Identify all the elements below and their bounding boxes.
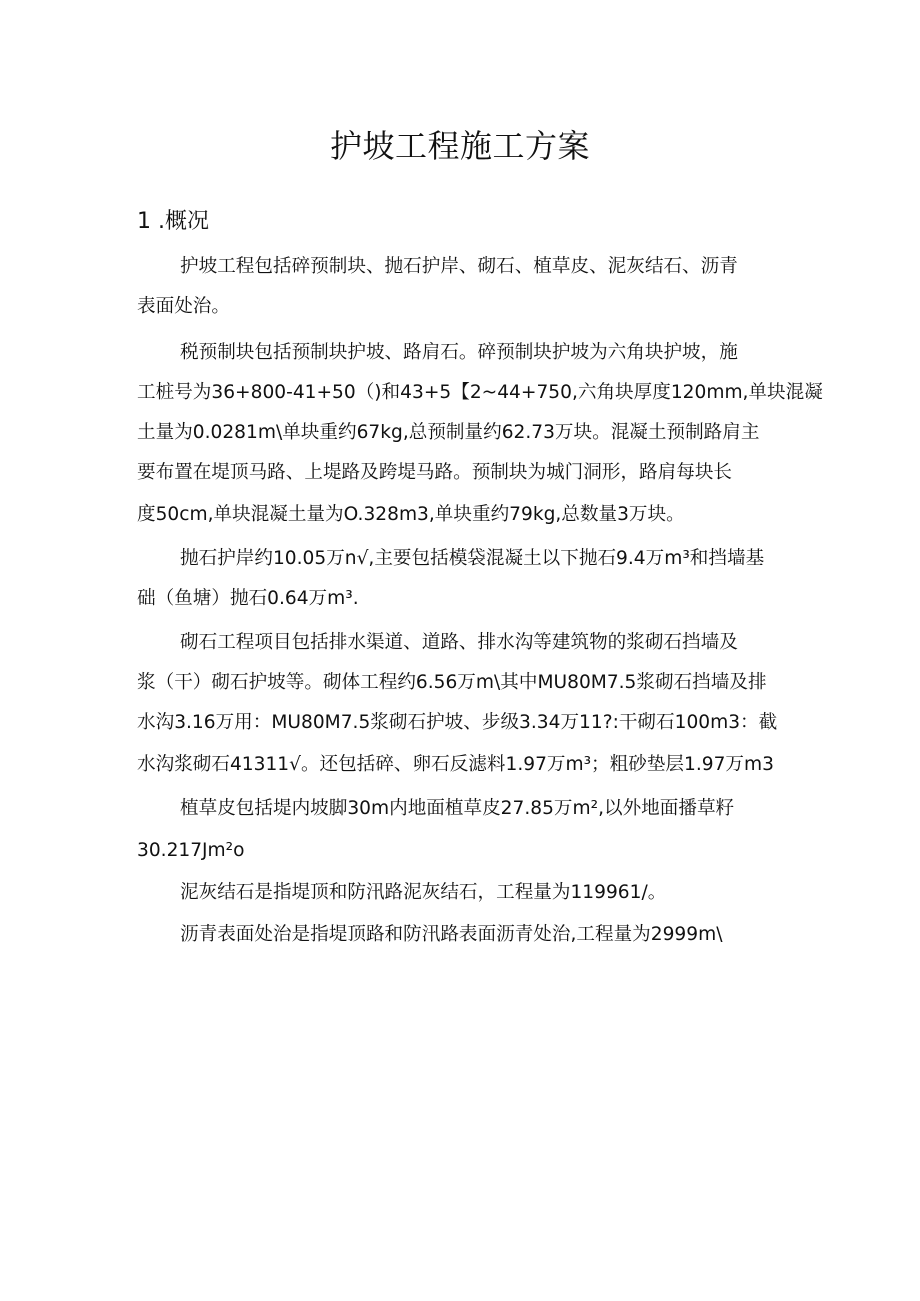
paragraph-line: 浆（干）砌石护坡等。砌体工程约6.56万m\其中MU80M7.5浆砌石挡墙及排 xyxy=(137,672,767,693)
paragraph-line: 度50cm,单块混凝土量为O.328m3,单块重约79kg,总数量3万块。 xyxy=(137,504,685,525)
paragraph-line: 砌石工程项目包括排水渠道、道路、排水沟等建筑物的浆砌石挡墙及 xyxy=(180,632,738,653)
paragraph-line: 护坡工程包括碎预制块、抛石护岸、砌石、植草皮、泥灰结石、沥青 xyxy=(180,256,738,277)
paragraph-line: 水沟浆砌石41311√。还包括碎、卵石反滤料1.97万m³；粗砂垫层1.97万m3 xyxy=(137,754,774,775)
paragraph-line: 工桩号为36+800-41+50（)和43+5【2~44+750,六角块厚度120mm,单块混凝 xyxy=(137,382,823,403)
paragraph-line: 税预制块包括预制块护坡、路肩石。碎预制块护坡为六角块护坡，施 xyxy=(180,342,738,363)
paragraph-line: 表面处治。 xyxy=(137,296,230,317)
paragraph-line: 土量为0.0281m\单块重约67kg,总预制量约62.73万块。混凝土预制路肩主 xyxy=(137,422,760,443)
paragraph-line: 植草皮包括堤内坡脚30m内地面植草皮27.85万m²,以外地面播草籽 xyxy=(180,798,735,819)
section-heading: 1 .概况 xyxy=(137,209,209,234)
paragraph-line: 要布置在堤顶马路、上堤路及跨堤马路。预制块为城门洞形，路肩每块长 xyxy=(137,462,733,483)
paragraph-line: 水沟3.16万用：MU80M7.5浆砌石护坡、步级3.34万11?:干砌石100m3：截 xyxy=(137,712,778,733)
paragraph-line: 础（鱼塘）抛石0.64万m³. xyxy=(137,588,359,609)
document-title: 护坡工程施工方案 xyxy=(329,127,590,165)
paragraph-line: 沥青表面处治是指堤顶路和防汛路表面沥青处治,工程量为2999m\ xyxy=(180,924,723,945)
paragraph-line: 抛石护岸约10.05万n√,主要包括模袋混凝土以下抛石9.4万m³和挡墙基 xyxy=(180,548,765,569)
paragraph-line: 30.217Jm²o xyxy=(137,840,245,861)
paragraph-line: 泥灰结石是指堤顶和防汛路泥灰结石，工程量为119961/。 xyxy=(180,882,667,903)
